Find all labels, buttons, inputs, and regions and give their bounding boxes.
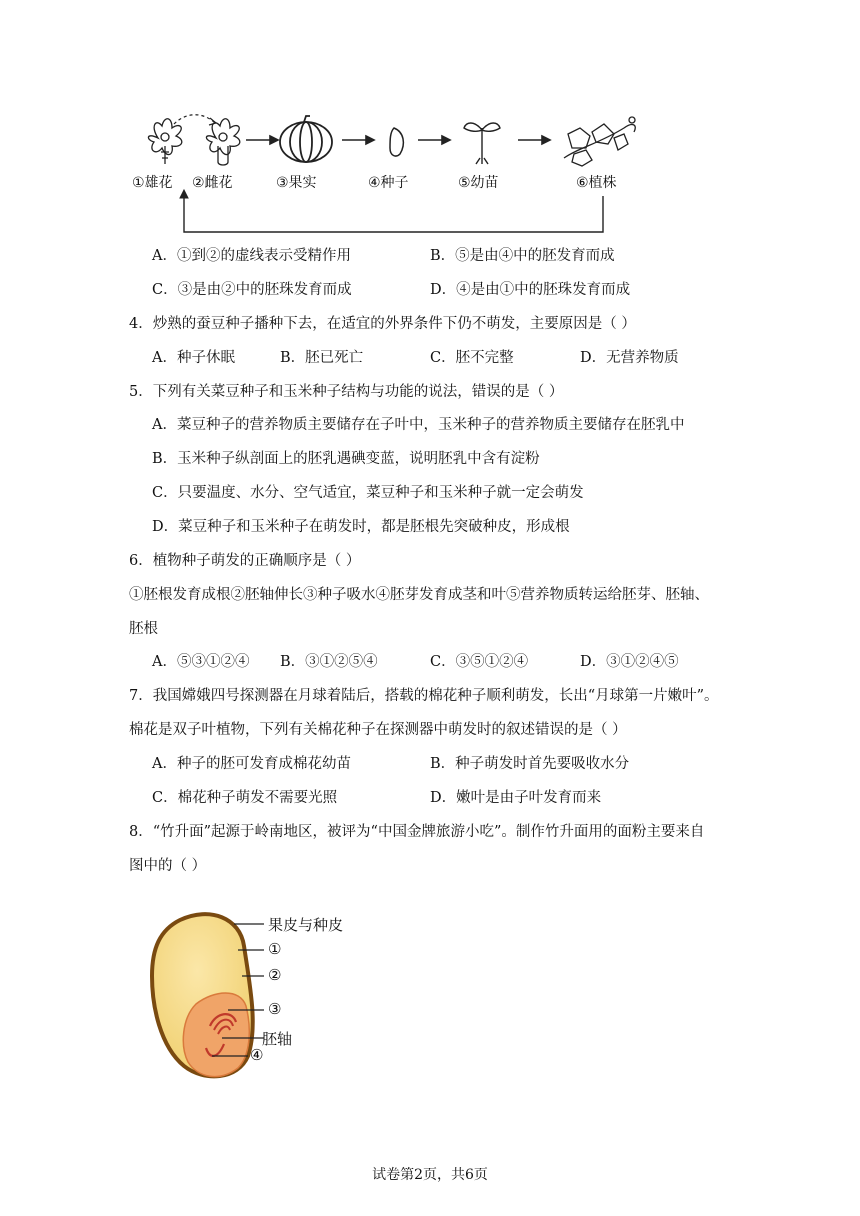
male-flower-icon	[148, 119, 181, 164]
q4-stem: 4．炒熟的蚕豆种子播种下去，在适宜的外界条件下仍不萌发，主要原因是（ ）	[129, 316, 636, 332]
vine-plant-icon	[564, 117, 635, 166]
label-pericarp-seed-coat: 果皮与种皮	[268, 916, 344, 934]
q5-option-b[interactable]: B．玉米种子纵剖面上的胚乳遇碘变蓝，说明胚乳中含有淀粉	[152, 451, 540, 467]
label-female-flower: ②雌花	[192, 175, 233, 191]
q4-option-c[interactable]: C．胚不完整	[430, 350, 514, 366]
q3-option-d[interactable]: D．④是由①中的胚珠发育而成	[430, 282, 631, 298]
q5-option-a[interactable]: A．菜豆种子的营养物质主要储存在子叶中，玉米种子的营养物质主要储存在胚乳中	[152, 417, 685, 433]
q7-option-a[interactable]: A．种子的胚可发育成棉花幼苗	[152, 756, 351, 772]
q7-stem-line1: 7．我国嫦娥四号探测器在月球着陆后，搭载的棉花种子顺利萌发，长出“月球第一片嫩叶”。	[129, 688, 719, 704]
label-seed: ④种子	[368, 175, 409, 191]
pumpkin-fruit-icon	[280, 116, 332, 162]
arrow-icon	[518, 136, 550, 144]
label-plant: ⑥植株	[576, 175, 617, 191]
q3-option-a[interactable]: A．①到②的虚线表示受精作用	[152, 248, 351, 264]
label-seedling: ⑤幼苗	[458, 175, 499, 191]
seedling-icon	[464, 123, 500, 164]
q6-steps-line1: ①胚根发育成根②胚轴伸长③种子吸水④胚芽发育成茎和叶⑤营养物质转运给胚芽、胚轴、	[129, 587, 709, 603]
label-part-4: ④	[250, 1046, 264, 1064]
q6-stem: 6．植物种子萌发的正确顺序是（ ）	[129, 553, 361, 569]
label-hypocotyl: 胚轴	[262, 1030, 293, 1048]
q5-option-d[interactable]: D．菜豆种子和玉米种子在萌发时，都是胚根先突破种皮，形成根	[152, 519, 570, 535]
q4-option-a[interactable]: A．种子休眠	[152, 350, 235, 366]
label-male-flower: ①雄花	[132, 175, 173, 191]
q8-stem-line2: 图中的（ ）	[129, 858, 207, 874]
label-fruit: ③果实	[276, 175, 317, 191]
q6-option-a[interactable]: A．⑤③①②④	[152, 654, 250, 670]
q7-stem-line2: 棉花是双子叶植物，下列有关棉花种子在探测器中萌发时的叙述错误的是（ ）	[129, 722, 627, 738]
q8-stem-line1: 8．“竹升面”起源于岭南地区，被评为“中国金牌旅游小吃”。制作竹升面用的面粉主要来自	[129, 824, 705, 840]
cycle-return-arrow	[184, 196, 603, 232]
q4-option-d[interactable]: D．无营养物质	[580, 350, 679, 366]
label-part-1: ①	[268, 940, 282, 958]
label-part-3: ③	[268, 1000, 282, 1018]
page-footer: 试卷第2页，共6页	[372, 1167, 488, 1183]
arrow-icon	[418, 136, 450, 144]
q4-option-b[interactable]: B．胚已死亡	[280, 350, 364, 366]
q7-option-b[interactable]: B．种子萌发时首先要吸收水分	[430, 756, 630, 772]
arrow-icon	[342, 136, 374, 144]
q3-option-c[interactable]: C．③是由②中的胚珠发育而成	[152, 282, 352, 298]
arrow-icon	[246, 136, 278, 144]
q7-option-c[interactable]: C．棉花种子萌发不需要光照	[152, 790, 338, 806]
pollination-dashed-arrow	[174, 115, 214, 124]
q3-option-b[interactable]: B．⑤是由④中的胚发育而成	[430, 248, 615, 264]
q5-stem: 5．下列有关菜豆种子和玉米种子结构与功能的说法，错误的是（ ）	[129, 384, 564, 400]
female-flower-icon	[206, 119, 239, 165]
q7-option-d[interactable]: D．嫩叶是由子叶发育而来	[430, 790, 602, 806]
q6-option-d[interactable]: D．③①②④⑤	[580, 654, 679, 670]
q5-option-c[interactable]: C．只要温度、水分、空气适宜，菜豆种子和玉米种子就一定会萌发	[152, 485, 584, 501]
seed-icon	[390, 128, 403, 156]
q6-option-b[interactable]: B．③①②⑤④	[280, 654, 378, 670]
q6-steps-line2: 胚根	[129, 621, 158, 637]
label-part-2: ②	[268, 966, 282, 984]
q6-option-c[interactable]: C．③⑤①②④	[430, 654, 529, 670]
